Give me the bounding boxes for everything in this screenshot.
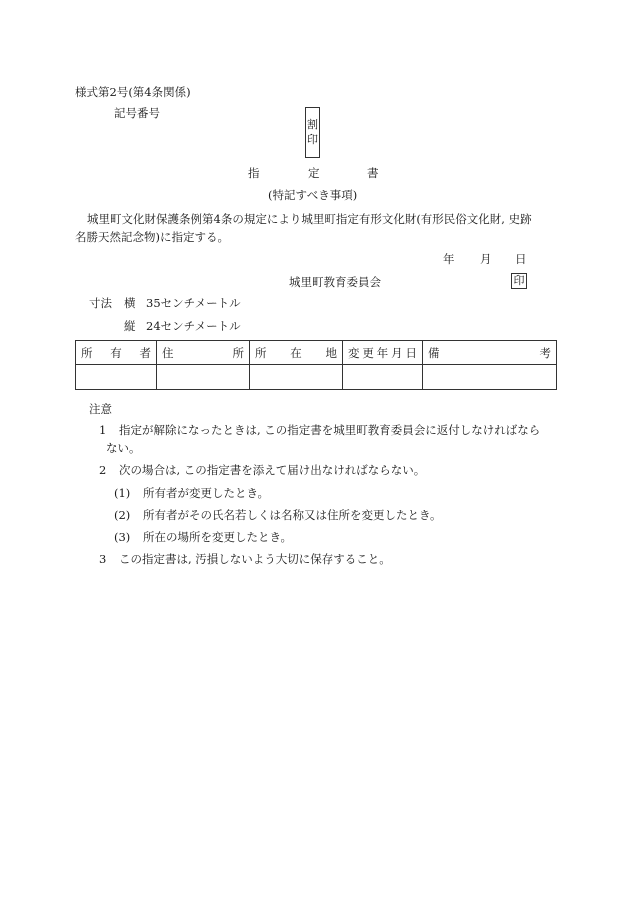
- header-location-char-1: 所: [255, 345, 267, 360]
- table-header-row: [76, 341, 557, 365]
- issuer: 城里町教育委員会: [289, 275, 381, 289]
- body-line-2: 名勝天然記念物)に指定する。: [75, 230, 229, 244]
- note-1-text: 指定が解除になったときは, この指定書を城里町教育委員会に返付しなければなら: [119, 423, 541, 437]
- header-owner-char-3: 者: [139, 345, 151, 360]
- table-cell-address: [157, 365, 250, 390]
- dimensions-width-label: 横: [124, 296, 136, 310]
- header-location: [250, 341, 343, 365]
- header-remarks-char-1: 備: [428, 345, 440, 360]
- form-number: 様式第2号(第4条関係): [75, 85, 191, 99]
- header-address: [157, 341, 250, 365]
- date-month: 月: [480, 252, 492, 266]
- header-change-date-char-4: 月: [391, 345, 403, 360]
- note-2-sub-2-number: (2): [114, 508, 131, 522]
- header-change-date-char-2: 更: [362, 345, 374, 360]
- header-address-char-1: 住: [162, 345, 174, 360]
- dimensions-width-value: 35センチメートル: [146, 296, 241, 310]
- header-change-date-char-1: 変: [348, 345, 360, 360]
- header-owner: [76, 341, 157, 365]
- table-cell-location: [250, 365, 343, 390]
- header-address-char-2: 所: [232, 345, 244, 360]
- header-change-date: [343, 341, 423, 365]
- body-line-1: 城里町文化財保護条例第4条の規定により城里町指定有形文化財(有形民俗文化財, 史跡: [87, 212, 532, 226]
- header-owner-char-2: 有: [110, 345, 122, 360]
- table-cell-remarks: [423, 365, 557, 390]
- header-remarks-char-2: 考: [539, 345, 551, 360]
- header-location-char-3: 地: [325, 345, 337, 360]
- date-day: 日: [515, 252, 527, 266]
- header-owner-char-1: 所: [81, 345, 93, 360]
- symbol-number-label: 記号番号: [114, 106, 160, 120]
- note-2-sub-3-text: 所在の場所を変更したとき。: [143, 530, 293, 544]
- note-2-text: 次の場合は, この指定書を添えて届け出なければならない。: [119, 463, 426, 477]
- note-1-continuation: ない。: [106, 441, 141, 455]
- title-char-2: 定: [308, 166, 320, 180]
- header-change-date-char-3: 年: [376, 345, 389, 360]
- split-seal-char-1: 割: [307, 118, 318, 131]
- split-seal-char-2: 印: [307, 133, 318, 146]
- table-cell-owner: [76, 365, 157, 390]
- note-3-text: この指定書は, 汚損しないよう大切に保存すること。: [119, 552, 391, 566]
- note-3-number: 3: [99, 552, 107, 566]
- table-cell-change-date: [343, 365, 423, 390]
- header-remarks: [423, 341, 557, 365]
- note-2-sub-1-number: (1): [114, 486, 131, 500]
- header-change-date-char-5: 日: [405, 345, 417, 360]
- table-row: [76, 365, 557, 390]
- date-year: 年: [443, 252, 455, 266]
- title-char-3: 書: [367, 166, 379, 180]
- note-2-sub-3-number: (3): [114, 530, 131, 544]
- notes-heading: 注意: [89, 402, 112, 416]
- note-2-number: 2: [99, 463, 107, 477]
- official-stamp: 印: [511, 273, 527, 289]
- title-char-1: 指: [248, 166, 260, 180]
- special-notes: (特記すべき事項): [268, 188, 358, 202]
- registry-table: [75, 340, 557, 390]
- note-2-sub-1-text: 所有者が変更したとき。: [143, 486, 270, 500]
- header-location-char-2: 在: [290, 345, 302, 360]
- dimensions-height-label: 縦: [124, 319, 136, 333]
- dimensions-label: 寸法: [89, 296, 112, 310]
- note-1-number: 1: [99, 423, 107, 437]
- split-seal-box: [305, 107, 320, 158]
- note-2-sub-2-text: 所有者がその氏名若しくは名称又は住所を変更したとき。: [143, 508, 442, 522]
- dimensions-height-value: 24センチメートル: [146, 319, 241, 333]
